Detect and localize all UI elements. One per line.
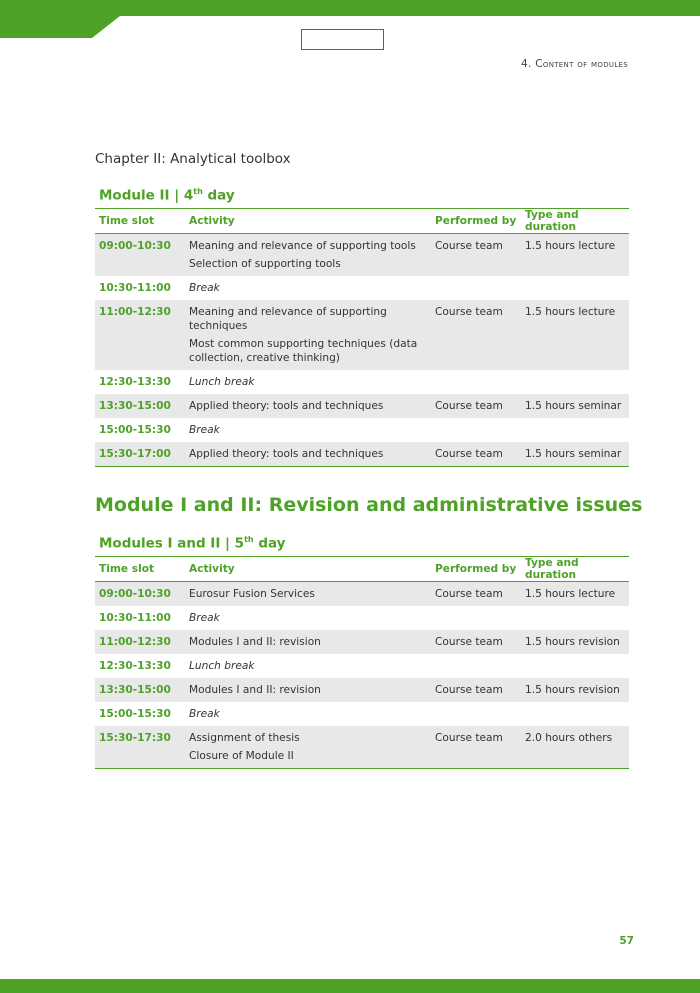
performed-by-cell: Course team (431, 678, 521, 702)
activity-cell (185, 276, 431, 300)
activity-cell (185, 630, 431, 654)
activity-line: Break (189, 708, 220, 720)
table-row (95, 394, 629, 418)
performed-by-cell: Course team (431, 582, 521, 607)
table-row (95, 442, 629, 467)
type-duration-cell: 1.5 hours seminar (521, 394, 629, 418)
activity-line: Break (189, 424, 220, 436)
col-time-slot: Time slot (95, 557, 185, 582)
bottom-green-band (0, 979, 700, 993)
performed-by-cell: Course team (431, 394, 521, 418)
col-performed-by: Performed by (431, 209, 521, 234)
activity-line: Break (189, 282, 220, 294)
type-duration-cell: 1.5 hours lecture (521, 300, 629, 370)
activity-line: Applied theory: tools and techniques (189, 400, 384, 412)
type-duration-cell: 1.5 hours lecture (521, 234, 629, 277)
activity-cell (185, 726, 431, 769)
table-row (95, 654, 629, 678)
col-type-duration: Type and duration (521, 209, 629, 234)
time-slot-cell: 13:30-15:00 (95, 678, 185, 702)
modules-1-2-schedule-table (95, 556, 629, 769)
type-duration-cell (521, 370, 629, 394)
activity-cell (185, 300, 431, 370)
activity-line: Most common supporting techniques (data collection, creative thinking) (189, 338, 418, 364)
time-slot-cell: 12:30-13:30 (99, 660, 171, 672)
activity-cell (185, 582, 431, 607)
time-slot-cell: 13:30-15:00 (95, 394, 185, 418)
type-duration-cell (521, 606, 629, 630)
performed-by-cell: Course team (431, 726, 521, 769)
section-header: 4. Content of modules (521, 58, 628, 70)
activity-line: Modules I and II: revision (189, 684, 321, 696)
activity-cell (185, 654, 431, 678)
chapter-title: Chapter II: Analytical toolbox (95, 151, 291, 167)
performed-by-cell: Course team (431, 630, 521, 654)
activity-cell (185, 370, 431, 394)
activity-cell (185, 606, 431, 630)
time-slot-cell: 09:00-10:30 (95, 234, 185, 277)
table-row (95, 678, 629, 702)
activity-line: Break (189, 612, 220, 624)
col-performed-by: Performed by (431, 557, 521, 582)
table-row (95, 276, 629, 300)
table-row (95, 582, 629, 607)
activity-cell (185, 442, 431, 467)
activity-line: Modules I and II: revision (189, 636, 321, 648)
type-duration-cell (521, 418, 629, 442)
col-activity: Activity (185, 557, 431, 582)
activity-line: Meaning and relevance of supporting techniques (189, 306, 387, 332)
activity-line: Closure of Module II (189, 750, 294, 762)
table-row (95, 370, 629, 394)
col-type-duration: Type and duration (521, 557, 629, 582)
activity-line: Meaning and relevance of supporting tools (189, 240, 416, 252)
performed-by-cell (431, 606, 521, 630)
activity-line: Selection of supporting tools (189, 258, 341, 270)
time-slot-cell: 15:00-15:30 (99, 708, 171, 720)
performed-by-cell (431, 276, 521, 300)
time-slot-cell: 11:00-12:30 (95, 630, 185, 654)
activity-line: Lunch break (189, 376, 255, 388)
activity-line: Applied theory: tools and techniques (189, 448, 384, 460)
table-row (95, 418, 629, 442)
type-duration-cell: 1.5 hours lecture (521, 582, 629, 607)
time-slot-cell: 15:30-17:00 (95, 442, 185, 467)
performed-by-cell (431, 654, 521, 678)
performed-by-cell (431, 370, 521, 394)
time-slot-cell: 11:00-12:30 (95, 300, 185, 370)
activity-cell (185, 702, 431, 726)
time-slot-cell: 10:30-11:00 (99, 612, 171, 624)
time-slot-cell: 15:00-15:30 (99, 424, 171, 436)
modules-1-2-title: Modules I and II | 5th day (99, 535, 286, 552)
type-duration-cell (521, 654, 629, 678)
module-2-schedule-table (95, 208, 629, 467)
activity-cell (185, 234, 431, 277)
table-row (95, 702, 629, 726)
activity-cell (185, 394, 431, 418)
table-row (95, 300, 629, 370)
time-slot-cell: 12:30-13:30 (99, 376, 171, 388)
performed-by-cell: Course team (431, 234, 521, 277)
time-slot-cell: 09:00-10:30 (95, 582, 185, 607)
activity-line: Lunch break (189, 660, 255, 672)
table-header-row (95, 209, 629, 234)
col-activity: Activity (185, 209, 431, 234)
type-duration-cell (521, 702, 629, 726)
activity-line: Assignment of thesis (189, 732, 300, 744)
time-slot-cell: 15:30-17:30 (95, 726, 185, 769)
highlight-box (301, 29, 384, 50)
page-number: 57 (619, 935, 634, 947)
type-duration-cell: 1.5 hours seminar (521, 442, 629, 467)
time-slot-cell: 10:30-11:00 (99, 282, 171, 294)
table-row (95, 234, 629, 277)
activity-cell (185, 678, 431, 702)
type-duration-cell: 2.0 hours others (521, 726, 629, 769)
col-time-slot: Time slot (95, 209, 185, 234)
module-2-title: Module II | 4th day (99, 187, 235, 204)
table-header-row (95, 557, 629, 582)
performed-by-cell (431, 702, 521, 726)
type-duration-cell (521, 276, 629, 300)
section-heading: Module I and II: Revision and administrative issues (95, 494, 643, 516)
activity-cell (185, 418, 431, 442)
activity-line: Eurosur Fusion Services (189, 588, 315, 600)
table-row (95, 630, 629, 654)
performed-by-cell: Course team (431, 300, 521, 370)
table-row (95, 606, 629, 630)
performed-by-cell (431, 418, 521, 442)
type-duration-cell: 1.5 hours revision (521, 678, 629, 702)
type-duration-cell: 1.5 hours revision (521, 630, 629, 654)
table-row (95, 726, 629, 769)
performed-by-cell: Course team (431, 442, 521, 467)
